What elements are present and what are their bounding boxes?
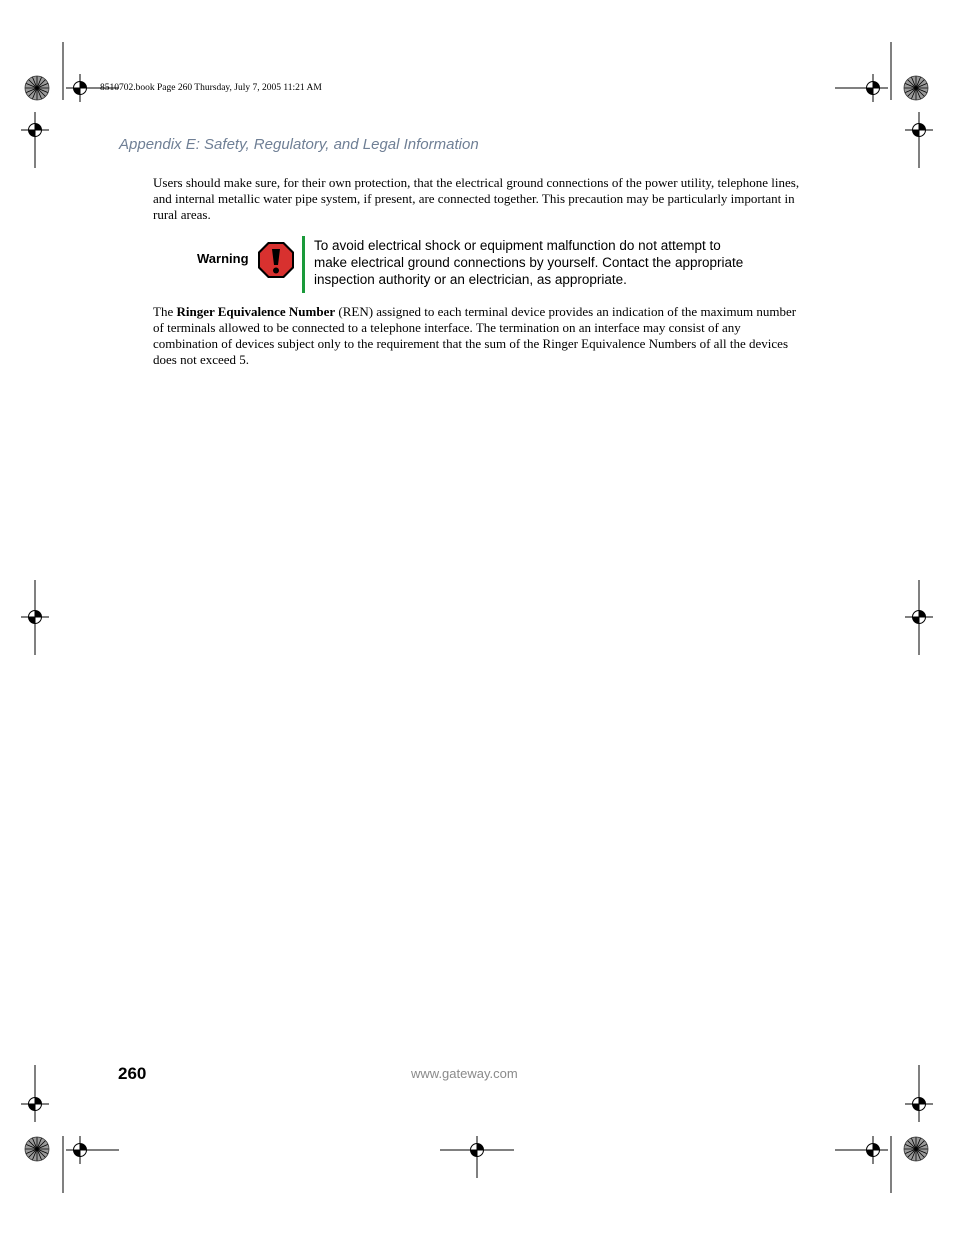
warning-label: Warning (197, 251, 249, 266)
warning-accent-bar (302, 236, 305, 293)
running-head: Appendix E: Safety, Regulatory, and Legal Information (119, 136, 479, 153)
ren-text-after: (REN) assigned to each terminal device provides an indication of the maximum number of terminals allowed to be connected to a telephone interface. The termination on an interface may consist of any combination of devices subject only to the requirement that the sum of the Ringer Equivalence Numbers of all the devices does not exceed 5. (153, 304, 797, 367)
footer-url: www.gateway.com (411, 1066, 518, 1081)
grounding-paragraph: Users should make sure, for their own protection, that the electrical ground connections of the power utility, telephone lines, and internal metallic water pipe system, if present, are connected together. This precaution may be particularly important in rural areas. (153, 175, 800, 222)
page-number: 260 (118, 1064, 147, 1083)
warning-text: To avoid electrical shock or equipment malfunction do not attempt to make electrical ground connections by yourself. Contact the appropriate inspection authority or an electrician, as appropriate. (314, 238, 744, 287)
ren-term: Ringer Equivalence Number (176, 304, 336, 319)
ren-paragraph (153, 304, 803, 368)
print-slug: 8510702.book Page 260 Thursday, July 7, 2005 11:21 AM (100, 83, 322, 93)
ren-text-before: The (153, 304, 177, 319)
exclamation-stop-icon (257, 241, 295, 279)
